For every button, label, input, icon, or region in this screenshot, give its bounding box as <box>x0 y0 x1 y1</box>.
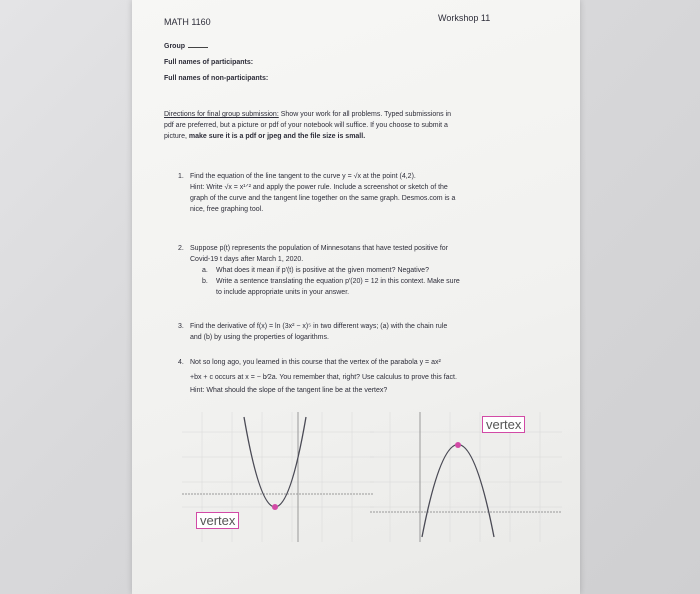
problem-number: 4. <box>178 359 184 366</box>
group-label: Group <box>164 42 208 52</box>
vertex-point <box>272 504 278 510</box>
right-graph <box>370 412 562 542</box>
problem-line: nice, free graphing tool. <box>190 206 264 213</box>
problem-number: 3. <box>178 323 184 330</box>
left-graph <box>182 412 374 542</box>
problem-line: graph of the curve and the tangent line together on the same graph. Desmos.com is a <box>190 195 456 202</box>
problem-line: and (b) by using the properties of logarithms. <box>190 334 329 341</box>
problem-line: +bx + c occurs at x = − b⁄2a. You remember that, right? Use calculus to prove this fact. <box>190 374 457 381</box>
problem-line: Find the equation of the line tangent to the curve y = √x at the point (4,2). <box>190 173 416 180</box>
subpart-text: to include appropriate units in your answer. <box>216 289 350 296</box>
problem-number: 1. <box>178 173 184 180</box>
vertex-label: vertex <box>196 512 239 529</box>
subpart-label: b. <box>202 278 208 285</box>
vertex-point <box>455 442 461 448</box>
vertex-label: vertex <box>482 416 525 433</box>
subpart-label: a. <box>202 267 208 274</box>
problem-number: 2. <box>178 245 184 252</box>
problem-line: Hint: What should the slope of the tangent line be at the vertex? <box>190 387 388 394</box>
course-title: MATH 1160 <box>164 17 211 27</box>
subpart-text: What does it mean if p′(t) is positive at the given moment? Negative? <box>216 267 429 274</box>
worksheet-page <box>132 0 580 594</box>
problem-line: Covid-19 t days after March 1, 2020. <box>190 256 304 263</box>
directions-line-3: picture, make sure it is a pdf or jpeg and the file size is small. <box>164 133 366 140</box>
directions-line-1: Directions for final group submission: Show your work for all problems. Typed submissions in <box>164 111 452 118</box>
subpart-text: Write a sentence translating the equation p′(20) = 12 in this context. Make sure <box>216 278 460 285</box>
right-graph-plot <box>370 412 562 542</box>
problem-line: Suppose p(t) represents the population of Minnesotans that have tested positive for <box>190 245 448 252</box>
workshop-title: Workshop 11 <box>438 13 491 23</box>
problem-line: Hint: Write √x = x¹ᐟ² and apply the power rule. Include a screenshot or sketch of the <box>190 184 448 191</box>
problem-line: Not so long ago, you learned in this course that the vertex of the parabola y = ax² <box>190 359 441 366</box>
participants-label: Full names of participants: <box>164 59 254 66</box>
directions-line-2: pdf are preferred, but a picture or pdf of your notebook will suffice. If you choose to submit a <box>164 122 448 129</box>
problem-line: Find the derivative of f(x) = ln (3x² − x)⁵ in two different ways; (a) with the chain rule <box>190 323 448 330</box>
non-participants-label: Full names of non-participants: <box>164 75 269 82</box>
